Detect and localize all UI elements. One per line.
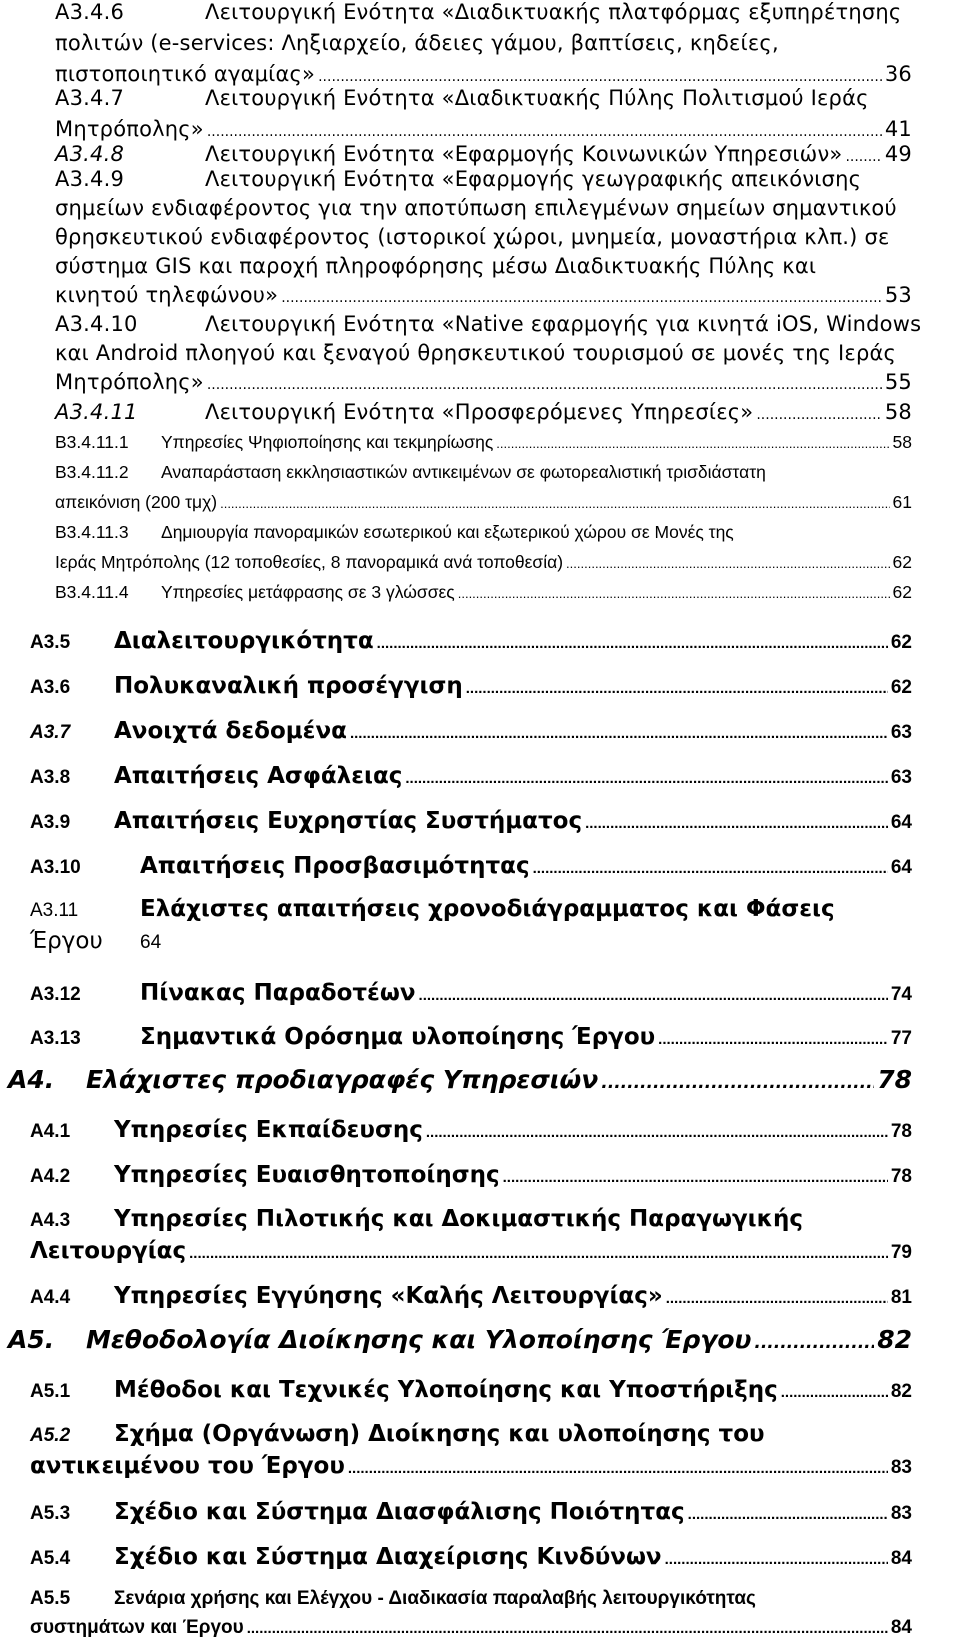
toc-line (55, 552, 912, 573)
toc-line (30, 1238, 912, 1264)
toc-entry-title: Υπηρεσίες Πιλοτικής και Δοκιμαστικής Παραγωγικής (114, 1206, 803, 1232)
toc-line: σημείων ενδιαφέροντος για την αποτύπωση επιλεγμένων σημείων σημαντικού (55, 196, 897, 220)
toc-line (30, 853, 912, 879)
toc-page-number: 84 (890, 1548, 912, 1569)
toc-line (30, 1283, 912, 1309)
toc-page-number: 84 (890, 1617, 912, 1638)
toc-line (55, 86, 869, 110)
toc-entry-title: Ανοιχτά δεδομένα (114, 718, 347, 744)
toc-entry-title: Υπηρεσίες μετάφρασης σε 3 γλώσσες (161, 582, 455, 602)
dot-leader (533, 857, 888, 879)
toc-entry-title: Απαιτήσεις Προσβασιμότητας (140, 853, 530, 879)
toc-entry-title: Απαιτήσεις Ευχρηστίας Συστήματος (114, 808, 583, 834)
toc-page-number: 81 (890, 1287, 912, 1308)
toc-entry-title: Λειτουργική Ενότητα «Εφαρμογής Κοινωνικών Υπηρεσιών» (205, 142, 843, 166)
dot-leader (281, 283, 882, 307)
toc-line (30, 1162, 912, 1188)
toc-entry-number: A3.4.6 (55, 0, 124, 24)
toc-entry-number: A3.13 (30, 1028, 81, 1049)
toc-line (8, 1065, 912, 1094)
toc-entry-number: A5.4 (30, 1548, 71, 1569)
dot-leader (458, 582, 890, 603)
dot-leader (688, 1503, 888, 1525)
toc-page-number: 41 (884, 117, 912, 141)
dot-leader (405, 767, 887, 789)
toc-page-number: 64 (890, 812, 912, 833)
dot-leader (318, 62, 882, 86)
toc-line (30, 718, 912, 744)
toc-line (55, 522, 734, 543)
dot-leader (665, 1548, 888, 1570)
toc-entry-title: Σημαντικά Ορόσημα υλοποίησης Έργου (140, 1024, 656, 1050)
toc-entry-number: A5. (8, 1325, 55, 1354)
dot-leader (207, 370, 882, 394)
toc-entry-number: A3.4.8 (55, 142, 124, 166)
dot-leader (189, 1242, 888, 1264)
dot-leader (585, 812, 888, 834)
toc-line (30, 1206, 803, 1232)
dot-leader (419, 984, 888, 1006)
toc-page-number: 83 (890, 1457, 912, 1478)
dot-leader (496, 432, 889, 453)
dot-leader (350, 722, 888, 744)
dot-leader (756, 400, 882, 424)
toc-line (55, 492, 912, 513)
toc-entry-title: Υπηρεσίες Ψηφιοποίησης και τεκμηρίωσης (161, 432, 494, 452)
toc-entry-number: A5.1 (30, 1381, 71, 1402)
dot-leader (348, 1457, 888, 1479)
toc-line (55, 462, 766, 483)
dot-leader (845, 142, 881, 166)
toc-entry-title: Σχέδιο και Σύστημα Διασφάλισης Ποιότητας (114, 1499, 685, 1525)
toc-page-number: 82 (877, 1325, 912, 1354)
toc-entry-number: A3.5 (30, 632, 71, 653)
toc-entry-title: Λειτουργική Ενότητα «Εφαρμογής γεωγραφικής απεικόνισης (205, 167, 862, 191)
toc-page-number: 53 (884, 283, 912, 307)
toc-line (30, 1544, 912, 1570)
toc-page-number: 58 (892, 432, 912, 452)
toc-page-number: 63 (890, 767, 912, 788)
toc-entry-number: B3.4.11.2 (55, 462, 129, 482)
toc-entry-title: συστημάτων και Έργου (30, 1617, 244, 1638)
toc-entry-number: A5.5 (30, 1588, 71, 1609)
toc-entry-title: Μεθοδολογία Διοίκησης και Υλοποίησης Έργου (86, 1325, 752, 1354)
toc-entry-number: A3.4.11 (55, 400, 138, 424)
toc-line: πολιτών (e-services: Ληξιαρχείο, άδειες γάμου, βαπτίσεις, κηδείες, (55, 31, 779, 55)
toc-entry-title: Πολυκαναλική προσέγγιση (114, 673, 463, 699)
toc-page-number: 63 (890, 722, 912, 743)
toc-entry-title: αντικειμένου του Έργου (30, 1453, 345, 1479)
toc-line (55, 62, 912, 86)
toc-entry-number: A4.1 (30, 1121, 71, 1142)
toc-line (30, 980, 912, 1006)
toc-line (30, 1617, 912, 1639)
toc-entry-title: Ελάχιστες προδιαγραφές Υπηρεσιών (86, 1065, 599, 1094)
dot-leader (220, 492, 889, 513)
dot-leader (466, 677, 888, 699)
toc-page-number: 79 (890, 1242, 912, 1263)
toc-entry-title: Λειτουργική Ενότητα «Προσφερόμενες Υπηρεσίες» (205, 400, 754, 424)
toc-line (55, 0, 901, 24)
toc-entry-title: Πίνακας Παραδοτέων (140, 980, 416, 1006)
toc-page-number: 49 (884, 142, 912, 166)
toc-entry-number: A5.3 (30, 1503, 71, 1524)
toc-entry-title: Δημιουργία πανοραμικών εσωτερικού και εξωτερικού χώρου σε Μονές της (161, 522, 734, 542)
toc-entry-title: Ελάχιστες απαιτήσεις χρονοδιάγραμματος και Φάσεις (140, 896, 835, 922)
toc-line (30, 1421, 765, 1447)
toc-line (30, 763, 912, 789)
toc-entry-number: A4.4 (30, 1287, 71, 1308)
toc-line (55, 432, 912, 453)
toc-entry-title: Λειτουργίας (30, 1238, 187, 1264)
toc-entry-title: Λειτουργική Ενότητα «Διαδικτυακής Πύλης Πολιτισμού Ιεράς (205, 86, 869, 110)
toc-entry-title: Αναπαράσταση εκκλησιαστικών αντικειμένων σε φωτορεαλιστική τρισδιάστατη (161, 462, 766, 482)
toc-line (30, 1377, 912, 1403)
toc-line (55, 312, 921, 336)
toc-page-number: 83 (890, 1503, 912, 1524)
toc-entry-number: A3.6 (30, 677, 71, 698)
toc-page-number: 55 (884, 370, 912, 394)
dot-leader (426, 1121, 888, 1143)
toc-line (55, 400, 912, 424)
toc-entry-number: A3.7 (30, 722, 71, 743)
toc-page-number: 62 (890, 632, 912, 653)
toc-line (55, 582, 912, 603)
toc-entry-title: Υπηρεσίες Ευαισθητοποίησης (114, 1162, 500, 1188)
toc-line (55, 370, 912, 394)
toc-page-number: 62 (892, 552, 912, 572)
toc-page-number: 62 (890, 677, 912, 698)
toc-entry-title: Σενάρια χρήσης και Ελέγχου - Διαδικασία παραλαβής λειτουργικότητας (114, 1588, 756, 1609)
toc-page-number: 74 (890, 984, 912, 1005)
toc-entry-number: B3.4.11.3 (55, 522, 129, 542)
toc-entry-number: A3.4.9 (55, 167, 124, 191)
toc-page-number: 77 (890, 1028, 912, 1049)
toc-entry-number: A3.10 (30, 857, 81, 878)
toc-entry-number: A3.4.10 (55, 312, 138, 336)
toc-line (55, 283, 912, 307)
toc-entry-title: Μητρόπολης» (55, 117, 204, 141)
toc-page-number: 78 (890, 1121, 912, 1142)
toc-entry-title: Σχέδιο και Σύστημα Διαχείρισης Κινδύνων (114, 1544, 662, 1570)
toc-page-number: 64 (140, 932, 162, 953)
toc-entry-number: A3.8 (30, 767, 71, 788)
toc-line (55, 167, 861, 191)
dot-leader (666, 1287, 888, 1309)
toc-line (30, 1588, 756, 1610)
dot-leader (247, 1617, 888, 1639)
toc-line: και Android πλοηγού και ξεναγού θρησκευτικού τουρισμού σε μονές της Ιεράς (55, 341, 897, 365)
toc-entry-title: Λειτουργική Ενότητα «Διαδικτυακής πλατφόρμας εξυπηρέτησης (205, 0, 902, 24)
toc-entry-title: Απαιτήσεις Ασφάλειας (114, 763, 403, 789)
toc-page-number: 64 (890, 857, 912, 878)
toc-entry-number: A3.9 (30, 812, 71, 833)
toc-entry-title: Λειτουργική Ενότητα «Native εφαρμογής για κινητά iOS, Windows (205, 312, 922, 336)
dot-leader (601, 1065, 874, 1094)
toc-entry-title: Μέθοδοι και Τεχνικές Υλοποίησης και Υποστήριξης (114, 1377, 778, 1403)
dot-leader (781, 1381, 888, 1403)
toc-entry-number: B3.4.11.4 (55, 582, 129, 602)
toc-line (30, 808, 912, 834)
toc-line (30, 628, 912, 654)
toc-page-number: 78 (877, 1065, 912, 1094)
dot-leader (754, 1325, 874, 1354)
toc-page-number: 58 (884, 400, 912, 424)
toc-entry-number: B3.4.11.1 (55, 432, 129, 452)
toc-line (30, 1024, 912, 1050)
toc-entry-title: Ιεράς Μητρόπολης (12 τοποθεσίες, 8 πανοραμικά ανά τοποθεσία) (55, 552, 564, 572)
toc-line (55, 117, 912, 141)
toc-line (8, 1325, 912, 1354)
dot-leader (503, 1166, 888, 1188)
toc-line (30, 1453, 912, 1479)
toc-page-number: 61 (892, 492, 912, 512)
toc-entry-title: Σχήμα (Οργάνωση) Διοίκησης και υλοποίησης του (114, 1421, 765, 1447)
toc-entry-number: A4.3 (30, 1210, 71, 1231)
toc-line (30, 1117, 912, 1143)
toc-page-number: 36 (884, 62, 912, 86)
toc-page-number: 78 (890, 1166, 912, 1187)
toc-entry-number: A3.12 (30, 984, 81, 1005)
toc-entry-number: A4. (8, 1065, 55, 1094)
toc-page-number: 62 (892, 582, 912, 602)
toc-entry-number: A3.4.7 (55, 86, 124, 110)
toc-line (30, 896, 835, 922)
dot-leader (658, 1028, 888, 1050)
dot-leader (377, 632, 888, 654)
toc-entry-title: κινητού τηλεφώνου» (55, 283, 279, 307)
toc-entry-title: Υπηρεσίες Εγγύησης «Καλής Λειτουργίας» (114, 1283, 663, 1309)
toc-entry-title: Διαλειτουργικότητα (114, 628, 374, 654)
toc-line (55, 142, 912, 166)
toc-line: θρησκευτικού ενδιαφέροντος (ιστορικοί χώροι, μνημεία, μοναστήρια κλπ.) σε (55, 225, 890, 249)
toc-line (30, 928, 161, 954)
toc-entry-title: Έργου (30, 928, 103, 954)
toc-entry-number: A4.2 (30, 1166, 71, 1187)
toc-entry-number: A5.2 (30, 1425, 71, 1446)
toc-page-number: 82 (890, 1381, 912, 1402)
toc-entry-title: Υπηρεσίες Εκπαίδευσης (114, 1117, 423, 1143)
dot-leader (207, 117, 882, 141)
toc-entry-title: πιστοποιητικό αγαμίας» (55, 62, 316, 86)
dot-leader (566, 552, 889, 573)
toc-entry-title: απεικόνιση (200 τμχ) (55, 492, 218, 512)
toc-line (30, 1499, 912, 1525)
toc-line (30, 673, 912, 699)
toc-entry-title: Μητρόπολης» (55, 370, 204, 394)
toc-entry-number: A3.11 (30, 900, 79, 921)
toc-line: σύστημα GIS και παροχή πληροφόρησης μέσω Διαδικτυακής Πύλης και (55, 254, 817, 278)
